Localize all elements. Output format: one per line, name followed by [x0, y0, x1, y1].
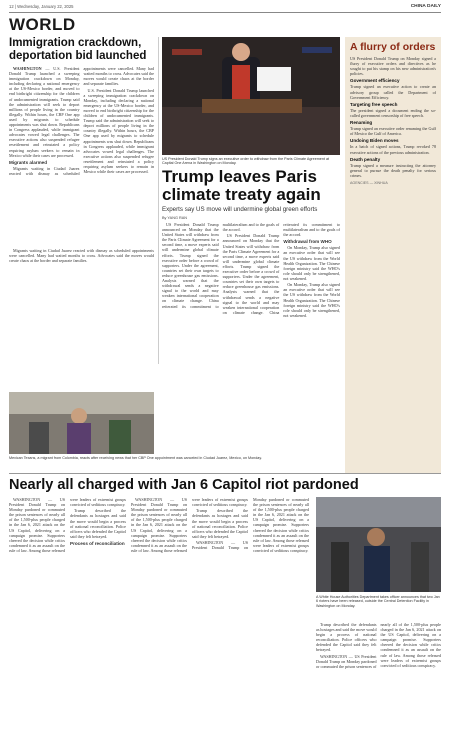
climate-body: US President Donald Trump announced on Monday that the United States will withdraw from the Paris Climate Agreement for a second time, a move experts said will undermine global climate efforts. Trump signed the executive order before a crowd of supporters. Under the agreement, countries set their own targets to reduce greenhouse gas emissions. Analysts warned that the withdrawal sends a negative signal to the world and may weaken international cooperation on climate change. China reiterated its commitment to multilateralism and to the goals of the accord. US President Donald Trump announced on Monday that the United States will withdraw from the Paris Climate Agreement for a second time, a move experts said will undermine global climate efforts. Trump signed the executive order before a crowd of supporters. Under the agreement, countries set their own targets to reduce greenhouse gas emissions. Analysts warned that the withdrawal sends a negative signal to the world and may weaken international cooperation on climate change. China reiterated its commitment to multilateralism and to the goals of the accord. Withdrawal from WHO On Monday, Trump also signed an executive order that will see the US withdraw from the World Health Organization. The Chinese foreign ministry said the WHO's role should only be strengthened, not weakened. On Monday, Trump also signed an executive order that will see the US withdraw from the World Health Organization. The Chinese foreign ministry said the WHO's role should only be strengthened, not weakened.	[162, 222, 340, 318]
brand-name: CHINA DAILY	[410, 3, 441, 9]
immigration-body-3: U.S. President Donald Trump launched a sweeping immigration crackdown on Monday, including declaring a national emergency at the US-Mexico border, and moved to end birthright citizenship for the children of undocumented immigrants. Trump said the administration will seek to deport millions of people living in the country illegally. Within hours, the CBP One app used by migrants to schedule appointments was shut down. Republicans in Congress applauded, while immigrant advocates vowed legal challenges. The executive actions also suspended refugee resettlement and reinstated a policy requiring asylum seekers to remain in Mexico while their cases are processed.	[83, 87, 154, 175]
sidebar-item-title: Targeting free speech	[350, 101, 398, 107]
sidebar-item-text: Trump signed an executive action to create an advisory group called the Department of Government Efficiency.	[350, 84, 436, 100]
immigration-subhead: Migrants alarmed	[9, 159, 48, 165]
jan6-body: WASHINGTON — US President Donald Trump on Monday pardoned or commuted the prison sentences of nearly all of the 1,500-plus people charged in the Jan 6, 2021 attack on the US Capitol, delivering on a campaign promise. Supporters cheered the decision while critics condemned it as an assault on the rule of law. Among those released were leaders of extremist groups convicted of seditious conspiracy. Trump described the defendants as hostages and said the move would begin a process of national reconciliation. Police officers who defended the Capitol said they felt betrayed. Process of reconciliation WASHINGTON — US President Donald Trump on Monday pardoned or commuted the prison sentences of nearly all of the 1,500-plus people charged in the Jan 6, 2021 attack on the US Capitol, delivering on a campaign promise. Supporters cheered the decision while critics condemned it as an assault on the rule of law. Among those released were leaders of extremist groups convicted of seditious conspiracy. Trump described the defendants as hostages and said the move would begin a process of national reconciliation. Police officers who defended the Capitol said they felt betrayed. WASHINGTON — US President Donald Trump on Monday pardoned or commuted the prison sentences of nearly all of the 1,500-plus people charged in the Jan 6, 2021 attack on the US Capitol, delivering on a campaign promise. Supporters cheered the decision while critics condemned it as an assault on the rule of law. Among those released were leaders of extremist groups convicted of seditious conspiracy.	[9, 497, 309, 553]
sidebar-item-title: Undoing Biden moves	[350, 138, 399, 144]
section-title: WORLD	[9, 15, 76, 34]
detention-facility-photo	[316, 497, 441, 592]
page-header	[9, 0, 441, 13]
jan6-article	[9, 477, 441, 493]
jan6-headline: Nearly all charged with Jan 6 Capitol riot pardoned	[9, 477, 359, 493]
orders-sidebar	[345, 37, 441, 474]
photo-illustration	[162, 37, 340, 155]
climate-subhead-who: Withdrawal from WHO	[283, 239, 332, 245]
photo-illustration	[316, 497, 441, 592]
trump-signing-photo	[162, 37, 340, 155]
main-photo-caption: US President Donald Trump signs an executive order to withdraw from the Paris Climate Agreement at Capital One Arena in Washington on Monday.	[162, 157, 330, 166]
climate-byline: By YANG RAN	[162, 216, 187, 220]
sidebar-item-title: Government efficiency	[350, 78, 400, 84]
detention-photo-caption: A White House Authorities Department takes officer announces that two Jan 6 rioters have been released, outside the Central Detention Facility in Washington on Monday.	[316, 595, 440, 608]
sidebar-item-title: Renaming	[350, 120, 373, 126]
jan6-body-right: Trump described the defendants as hostages and said the move would begin a process of national reconciliation. Police officers who defended the Capitol said they felt betrayed. WASHINGTON — US President Donald Trump on Monday pardoned or commuted the prison sentences of nearly all of the 1,500-plus people charged in the Jan 6, 2021 attack on the US Capitol, delivering on a campaign promise. Supporters cheered the decision while critics condemned it as an assault on the rule of law. Among those released were leaders of extremist groups convicted of seditious conspiracy.	[316, 622, 441, 669]
immigration-headline: Immigration crackdown, deportation bid launched	[9, 37, 147, 62]
page-date: 12 | Wednesday, January 22, 2025	[9, 3, 74, 9]
immigration-body: WASHINGTON — U.S. President Donald Trump launched a sweeping immigration crackdown on Monday, including declaring a national emergency at the US-Mexico border, and moved to end birthright citizenship for the children of undocumented immigrants. Trump said the administration will seek to deport millions of people living in the country illegally. Within hours, the CBP One app used by migrants to schedule appointments was shut down. Republicans in Congress applauded, while immigrant advocates vowed legal challenges. The executive actions also suspended refugee resettlement and reinstated a policy requiring asylum seekers to remain in Mexico while their cases are processed. Migrants alarmed Migrants waiting in Ciudad Juarez reacted with dismay as scheduled appointments were cancelled. Many had waited months to cross. Advocates said the moves would create chaos at the border and separate families. U.S. President Donald Trump launched a sweeping immigration crackdown on Monday, including declaring a national emergency at the US-Mexico border, and moved to end birthright citizenship for the children of undocumented immigrants. Trump said the administration will seek to deport millions of people living in the country illegally. Within hours, the CBP One app used by migrants to schedule appointments was shut down. Republicans in Congress applauded, while immigrant advocates vowed legal challenges. The executive actions also suspended refugee resettlement and reinstated a policy requiring asylum seekers to remain in Mexico while their cases are processed.	[9, 66, 154, 176]
dateline: WASHINGTON	[13, 66, 42, 71]
migrant-photo-caption: Mexican Texans, a migrant from Colombia, reacts after receiving news that her CBP One appointment was canceled in Ciudad Juarez, Mexico, on Monday.	[9, 456, 262, 460]
sidebar-item-text: The president signed a document ending the so-called government censorship of free speech.	[350, 107, 436, 118]
sidebar-item-text: Trump signed a measure instructing the attorney general to pursue the death penalty for serious crimes.	[350, 162, 436, 178]
jan6-subhead: Process of reconciliation	[70, 540, 125, 546]
sidebar-item-text: Trump signed an executive order renaming the Gulf of Mexico the Gulf of America.	[350, 126, 436, 137]
sidebar-body	[350, 56, 436, 186]
climate-subheadline: Experts say US move will undermine global green efforts	[162, 206, 318, 213]
sidebar-item-title: Death penalty	[350, 156, 381, 162]
immigration-continued: Migrants waiting in Ciudad Juarez reacted with dismay as scheduled appointments were cancelled. Many had waited months to cross. Advocates said the moves would create chaos at the border and separate families.	[9, 248, 154, 264]
sidebar-item-text: In a batch of signed actions, Trump revoked 78 executive actions of the previous administration.	[350, 144, 436, 155]
photo-illustration	[9, 392, 154, 454]
sidebar-title: A flurry of orders	[350, 41, 436, 53]
migrant-photo	[9, 392, 154, 454]
climate-article	[162, 168, 340, 404]
sidebar-intro: US President Donald Trump on Monday signed a flurry of executive orders and directives as he sought to put his stamp on his new administration's policies.	[350, 56, 436, 77]
immigration-body-2: Migrants waiting in Ciudad Juarez reacted with dismay as scheduled appointments were cancelled. Many had waited months to cross. Advocates said the moves would create chaos at the border and separate families.	[9, 66, 154, 176]
climate-headline: Trump leaves Paris climate treaty again	[162, 167, 321, 204]
sidebar-credit: AGENCIES — XINHUA	[350, 180, 388, 185]
